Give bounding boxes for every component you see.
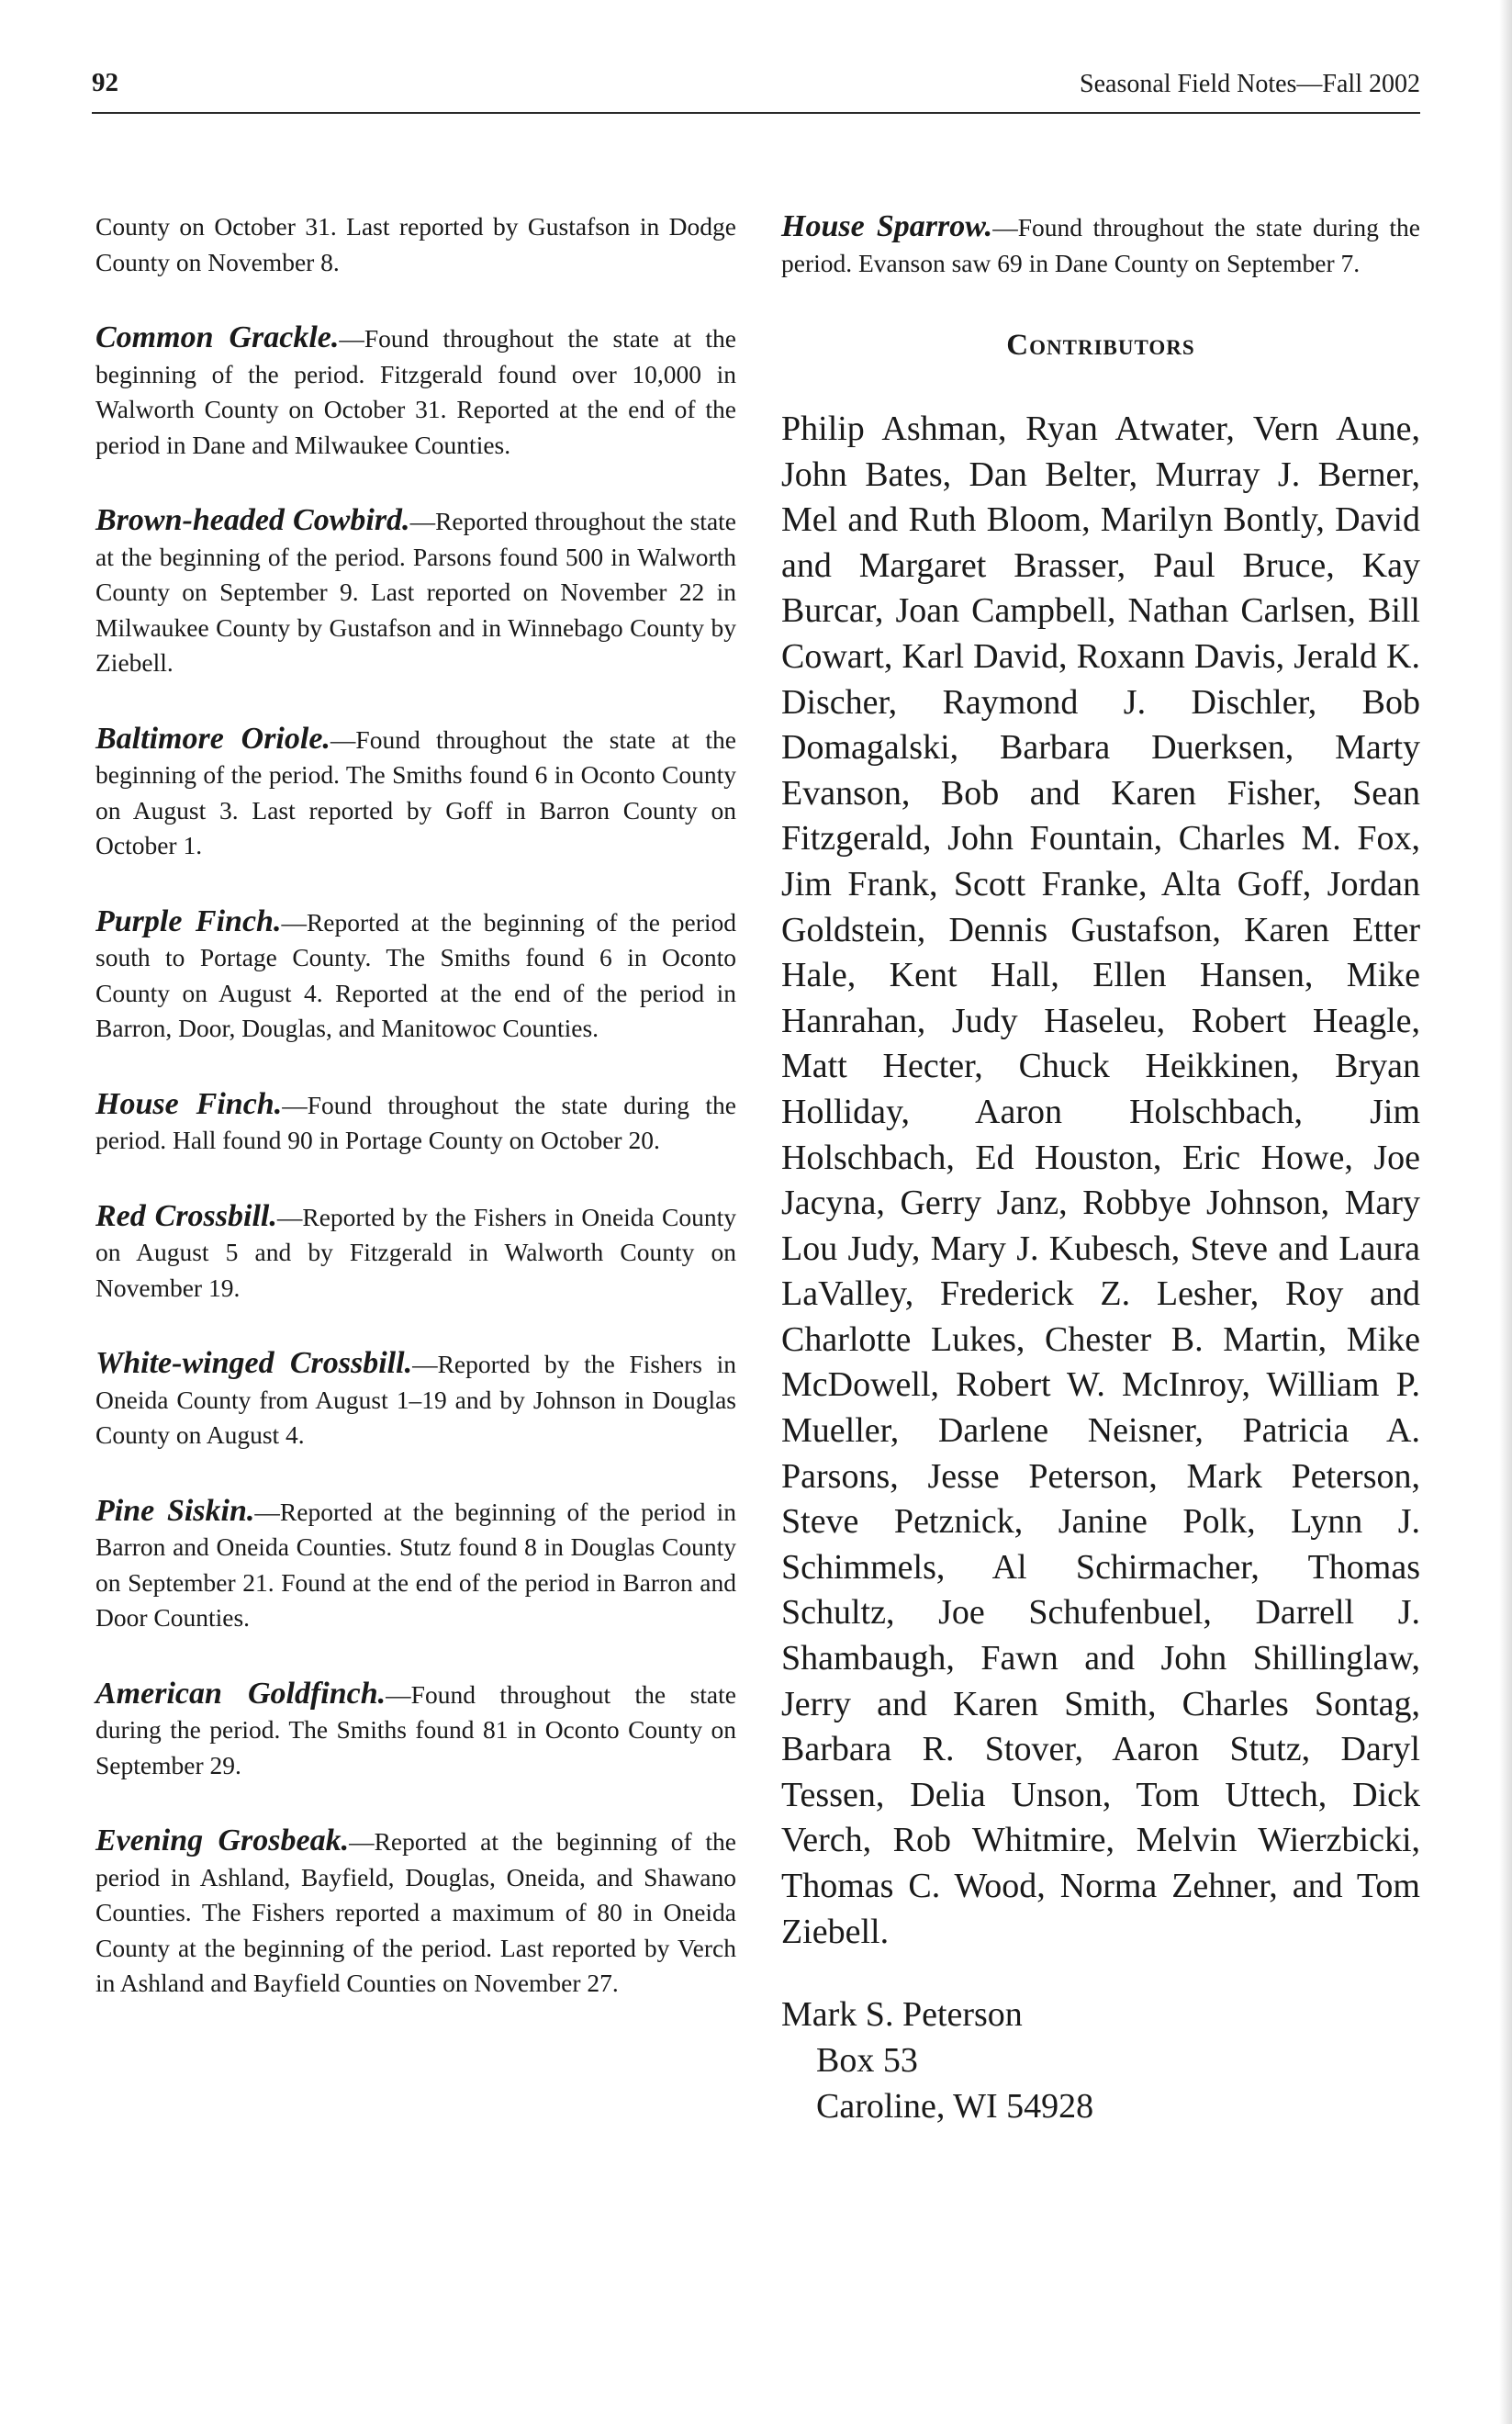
species-text: —Found throughout the state at the beginning of the period. Fitzgerald found over 10,000 in Walworth County on October 31. Reported at the end of the period in Dane and Milwaukee Counties. [95,324,736,459]
species-text: —Reported at the beginning of the period in Barron and Oneida Counties. Stutz found 8 in Douglas County on September 21. Found at the end of the period in Barron and Door Counties. [95,1497,736,1632]
contributors-heading: Contributors [1006,329,1195,362]
species-name: Evening Grosbeak. [95,1824,350,1857]
species-entry [95,1824,736,2002]
species-name: White-winged Crossbill. [95,1346,413,1380]
species-name: House Sparrow. [781,209,993,243]
address-line: Box 53 [816,2041,918,2081]
species-text: —Found throughout the state at the beginning of the period. The Smiths found 6 in Oconto County on August 3. Last reported by Goff in Barron County on October 1. [95,724,736,859]
running-title: Seasonal Field Notes—Fall 2002 [1080,70,1420,98]
species-entry [95,1494,736,1636]
species-entry [95,1199,736,1307]
scan-edge [1499,0,1512,2424]
species-text: —Reported by the Fishers in Oneida County from August 1–19 and by Johnson in Douglas County on August 4. [95,1350,736,1449]
species-text: —Reported at the beginning of the period south to Portage County. The Smiths found 6 in Oconto County on August 4. Reported at the end of the period in Barron, Door, Douglas, and Manitowoc Counties. [95,907,736,1042]
species-entry [95,1677,736,1784]
species-entry [95,722,736,864]
address-line: Caroline, WI 54928 [816,2087,1094,2127]
species-name: Common Grackle. [95,320,340,354]
species-entry [95,1087,736,1159]
species-text: —Found throughout the state during the period. Evanson saw 69 in Dane County on September 7. [781,213,1420,277]
species-entry [781,209,1420,281]
left-column [95,209,736,2042]
right-column [781,209,1420,2129]
species-name: Baltimore Oriole. [95,721,330,756]
species-text: —Reported by the Fishers in Oneida County on August 5 and by Fitzgerald in Walworth County on November 19. [95,1202,736,1302]
species-entry [95,320,736,463]
species-name: Pine Siskin. [95,1493,255,1528]
address-block [781,1992,1420,2129]
species-text: —Found throughout the state during the period. Hall found 90 in Portage County on October 20. [95,1090,736,1154]
intro-paragraph: County on October 31. Last reported by Gustafson in Dodge County on November 8. [95,212,736,276]
species-name: Brown-headed Cowbird. [95,503,410,537]
species-entry [95,904,736,1047]
species-text: —Found throughout the state during the period. The Smiths found 81 in Oconto County on September 29. [95,1679,736,1779]
species-name: House Finch. [95,1086,283,1121]
species-text: —Reported throughout the state at the beginning of the period. Parsons found 500 in Walworth County on September 9. Last reported on November 22 in Milwaukee County by Gustafson and in Winnebago County by Ziebell. [95,507,736,677]
author-name: Mark S. Peterson [781,1995,1023,2035]
species-name: Purple Finch. [95,903,282,938]
species-entry [95,503,736,681]
header-rule [92,112,1420,114]
species-text: —Reported at the beginning of the period in Ashland, Bayfield, Douglas, Oneida, and Shawano Counties. The Fishers reported a maximum of 80 in Oneida County at the beginning of the period. Last reported by Verch in Ashland and Bayfield Counties on November 27. [95,1827,736,1997]
species-entry [95,1346,736,1453]
contributors-list: Philip Ashman, Ryan Atwater, Vern Aune, John Bates, Dan Belter, Murray J. Berner, Mel and Ruth Bloom, Marilyn Bontly, David and Margaret Brasser, Paul Bruce, Kay Burcar, Joan Campbell, Nathan Carlsen, Bill Cowart, Karl David, Roxann Davis, Jerald K. Discher, Raymond J. Dischler, Bob Domagalski, Barbara Duerksen, Marty Evanson, Bob and Karen Fisher, Sean Fitzgerald, John Fountain, Charles M. Fox, Jim Frank, Scott Franke, Alta Goff, Jordan Goldstein, Dennis Gustafson, Karen Etter Hale, Kent Hall, Ellen Hansen, Mike Hanrahan, Judy Haseleu, Robert Heagle, Matt Hecter, Chuck Heikkinen, Bryan Holliday, Aaron Holschbach, Jim Holschbach, Ed Houston, Eric Howe, Joe Jacyna, Gerry Janz, Robbye Johnson, Mary Lou Judy, Mary J. Kubesch, Steve and Laura LaValley, Frederick Z. Lesher, Roy and Charlotte Lukes, Chester B. Martin, Mike McDowell, Robert W. McInroy, William P. Mueller, Darlene Neisner, Patricia A. Parsons, Jesse Peterson, Mark Peterson, Steve Petznick, Janine Polk, Lynn J. Schimmels, Al Schirmacher, Thomas Schultz, Joe Schufenbuel, Darrell J. Shambaugh, Fawn and John Shillinglaw, Jerry and Karen Smith, Charles Sontag, Barbara R. Stover, Aaron Stutz, Daryl Tessen, Delia Unson, Tom Uttech, Dick Verch, Rob Whitmire, Melvin Wierzbicki, Thomas C. Wood, Norma Zehner, and Tom Ziebell. [781,410,1420,1951]
page-number: 92 [92,68,118,97]
species-name: Red Crossbill. [95,1198,277,1233]
species-name: American Goldfinch. [95,1676,386,1711]
